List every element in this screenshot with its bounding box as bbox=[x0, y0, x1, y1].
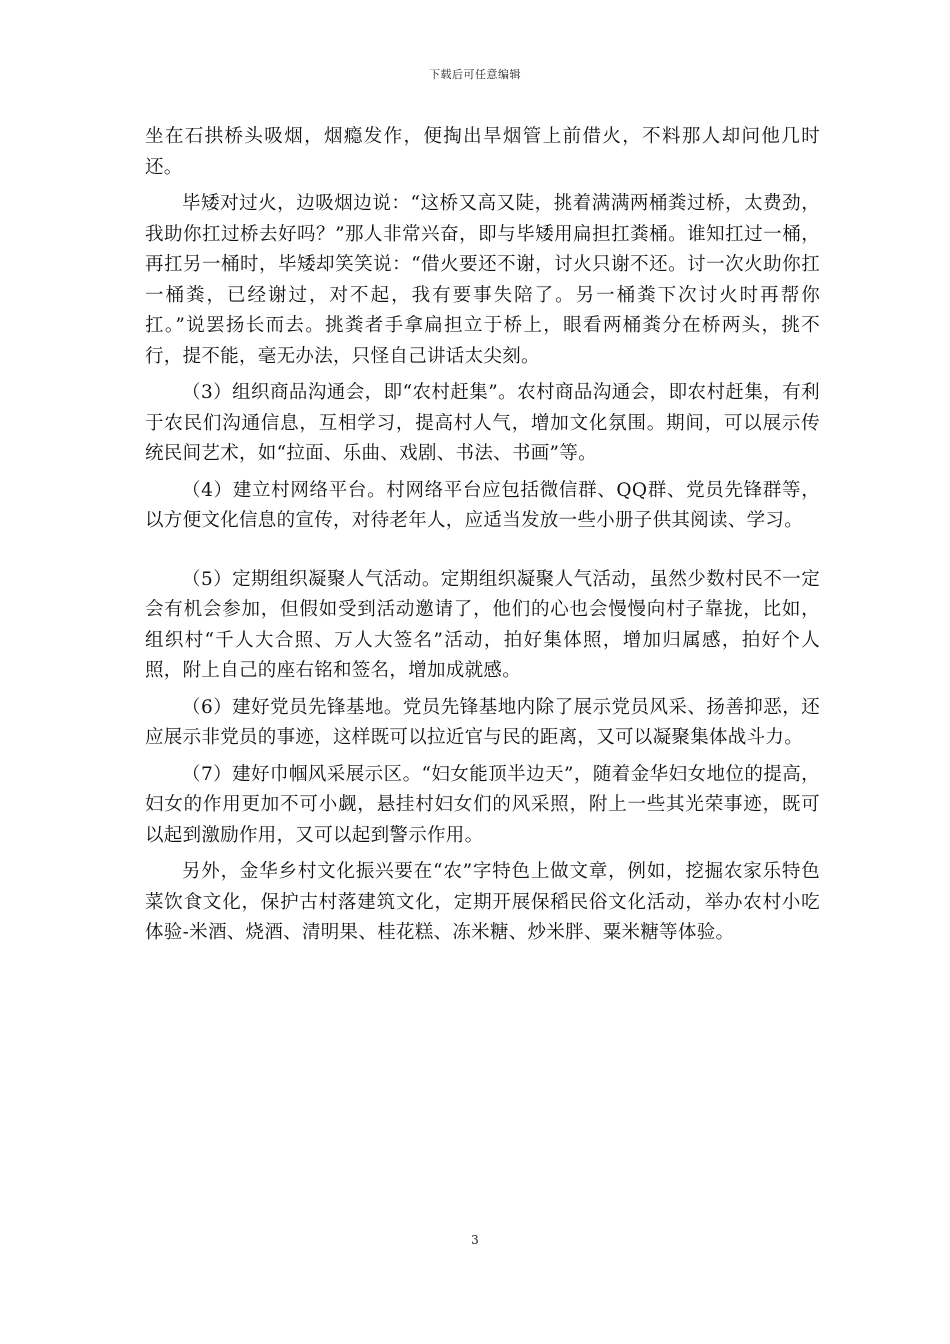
paragraph-item-4: （4）建立村网络平台。村网络平台应包括微信群、QQ群、党员先锋群等，以方便文化信息的宣传，对待老年人，应适当发放一些小册子供其阅读、学习。 bbox=[145, 479, 820, 531]
paragraph-item-5: （5）定期组织凝聚人气活动。定期组织凝聚人气活动，虽然少数村民不一定会有机会参加，但假如受到活动邀请了，他们的心也会慢慢向村子靠拢，比如，组织村“千人大合照、万人大签名”活动，拍好集体照，增加归属感，拍好个人照，附上自己的座右铭和签名，增加成就感。 bbox=[145, 568, 820, 681]
paragraph-item-7: （7）建好巾帼风采展示区。“妇女能顶半边天”，随着金华妇女地位的提高，妇女的作用更加不可小觑，悬挂村妇女们的风采照，附上一些其光荣事迹，既可以起到激励作用，又可以起到警示作用。 bbox=[145, 763, 820, 846]
page-number: 3 bbox=[471, 1233, 479, 1247]
paragraph-continuation: 坐在石拱桥头吸烟，烟瘾发作，便掏出旱烟管上前借火，不料那人却问他几时还。 bbox=[145, 126, 820, 178]
page-header: 下载后可任意编辑 bbox=[429, 68, 521, 81]
paragraph-item-6: （6）建好党员先锋基地。党员先锋基地内除了展示党员风采、扬善抑恶，还应展示非党员的事迹，这样既可以拉近官与民的距离，又可以凝聚集体战斗力。 bbox=[145, 696, 820, 748]
paragraph-conclusion: 另外，金华乡村文化振兴要在“农”字特色上做文章，例如，挖掘农家乐特色菜饮食文化，保护古村落建筑文化，定期开展保稻民俗文化活动，举办农村小吃体验-米酒、烧酒、清明果、桂花糕、冻米糖、炒米胖、粟米糖等体验。 bbox=[145, 861, 820, 943]
document-body bbox=[145, 122, 820, 955]
paragraph-item-3: （3）组织商品沟通会，即“农村赶集”。农村商品沟通会，即农村赶集，有利于农民们沟通信息，互相学习，提高村人气，增加文化氛围。期间，可以展示传统民间艺术，如“拉面、乐曲、戏剧、书法、书画”等。 bbox=[145, 382, 820, 464]
paragraph-bi-ai-story: 毕矮对过火，边吸烟边说：“这桥又高又陡，挑着满满两桶粪过桥，太费劲，我助你扛过桥去好吗？”那人非常兴奋，即与毕矮用扁担扛粪桶。谁知扛过一桶，再扛另一桶时，毕矮却笑笑说：“借火要还不谢，讨火只谢不还。讨一次火助你扛一桶粪，已经谢过，对不起，我有要事失陪了。另一桶粪下次讨火时再帮你扛。”说罢扬长而去。挑粪者手拿扁担立于桥上，眼看两桶粪分在桥两头，挑不行，提不能，毫无办法，只怪自己讲话太尖刻。 bbox=[145, 193, 820, 367]
